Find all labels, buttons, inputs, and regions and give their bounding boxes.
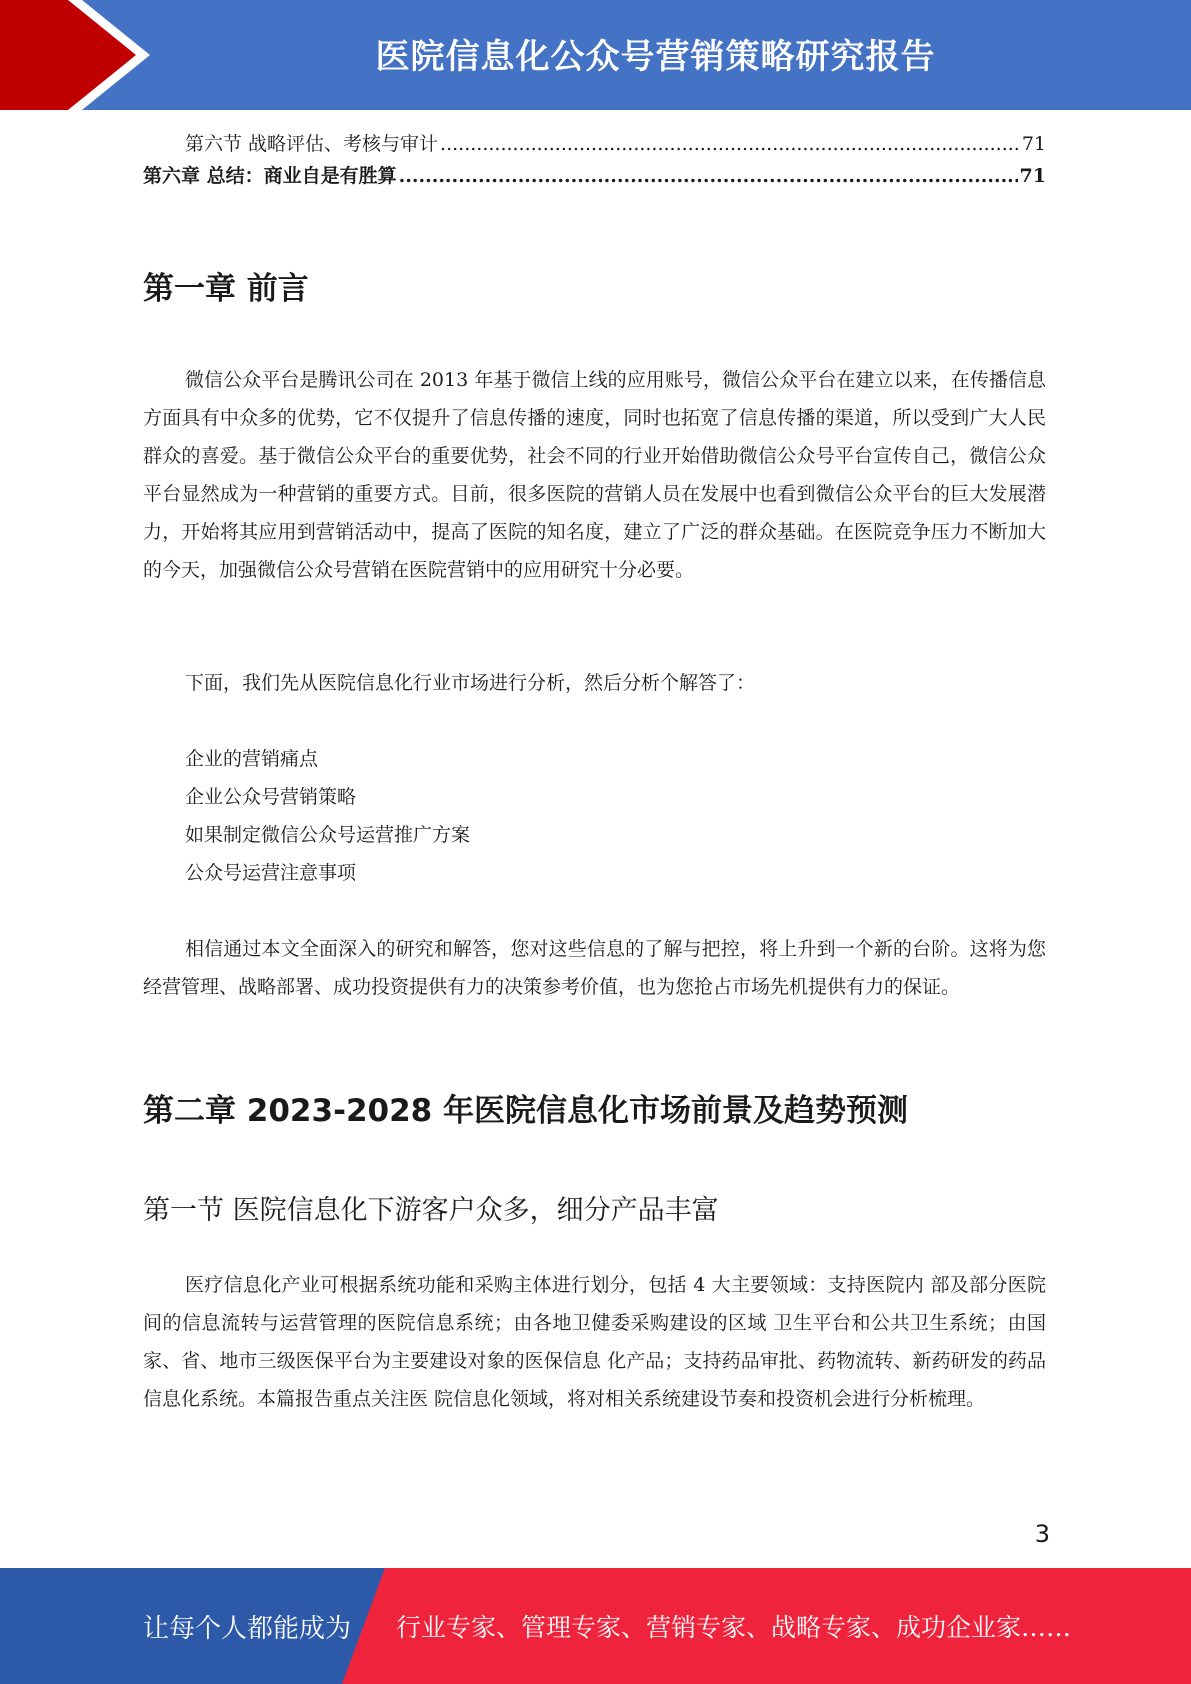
toc-entry-page: 71	[1019, 165, 1046, 187]
body-paragraph: 医疗信息化产业可根据系统功能和采购主体进行划分，包括 4 大主要领域：支持医院内 部及部分医院间的信息流转与运营管理的医院信息系统；由各地卫健委采购建设的区域 卫生平台和公共卫生系统；由国家、省、地市三级医保平台为主要建设对象的医保信息 化产品；支持药品审批、药物流转、新药研发的药品信息化系统。本篇报告重点关注医 院信息化领域，将对相关系统建设节奏和投资机会进行分析梳理。	[143, 1274, 1046, 1410]
header-red-arrow-shape	[0, 0, 150, 110]
body-paragraph: 相信通过本文全面深入的研究和解答，您对这些信息的了解与把控，将上升到一个新的台阶。这将为您经营管理、战略部署、成功投资提供有力的决策参考价值，也为您抢占市场先机提供有力的保证。	[143, 938, 1046, 998]
list-item: 企业公众号营销策略	[185, 786, 357, 808]
page-number: 3	[1034, 1520, 1050, 1548]
chapter-heading: 第一章 前言	[143, 271, 309, 307]
toc-leader-dots	[399, 160, 1018, 192]
toc-entry-label: 第六章 总结：商业自是有胜算	[143, 165, 397, 187]
page-header	[0, 0, 1191, 110]
toc-entry[interactable]	[143, 128, 1046, 160]
list-item: 企业的营销痛点	[185, 748, 319, 770]
body-paragraph: 微信公众平台是腾讯公司在 2013 年基于微信上线的应用账号，微信公众平台在建立以来，在传播信息方面具有中众多的优势，它不仅提升了信息传播的速度，同时也拓宽了信息传播的渠道，所以受到广大人民群众的喜爱。基于微信公众平台的重要优势，社会不同的行业开始借助微信公众号平台宣传自己，微信公众平台显然成为一种营销的重要方式。目前，很多医院的营销人员在发展中也看到微信公众平台的巨大发展潜力，开始将其应用到营销活动中，提高了医院的知名度，建立了广泛的群众基础。在医院竞争压力不断加大的今天，加强微信公众号营销在医院营销中的应用研究十分必要。	[143, 369, 1046, 581]
header-title: 医院信息化公众号营销策略研究报告	[375, 36, 936, 77]
list-item: 公众号运营注意事项	[185, 862, 357, 884]
toc-entry-page: 71	[1021, 133, 1046, 155]
footer-slogan-left: 让每个人都能成为	[143, 1613, 352, 1644]
footer-slogan-right: 行业专家、管理专家、营销专家、战略专家、成功企业家……	[396, 1613, 1072, 1642]
section-heading: 第一节 医院信息化下游客户众多，细分产品丰富	[143, 1195, 719, 1226]
page-footer	[0, 1568, 1191, 1684]
toc-entry[interactable]	[143, 160, 1046, 192]
page-content	[143, 128, 1046, 1410]
toc-entry-label: 第六节 战略评估、考核与审计	[185, 133, 439, 155]
chapter-heading: 第二章 2023-2028 年医院信息化市场前景及趋势预测	[143, 1093, 909, 1129]
toc-leader-dots	[440, 128, 1020, 160]
list-item: 如果制定微信公众号运营推广方案	[185, 824, 471, 846]
body-paragraph: 下面，我们先从医院信息化行业市场进行分析，然后分析个解答了：	[185, 672, 756, 694]
